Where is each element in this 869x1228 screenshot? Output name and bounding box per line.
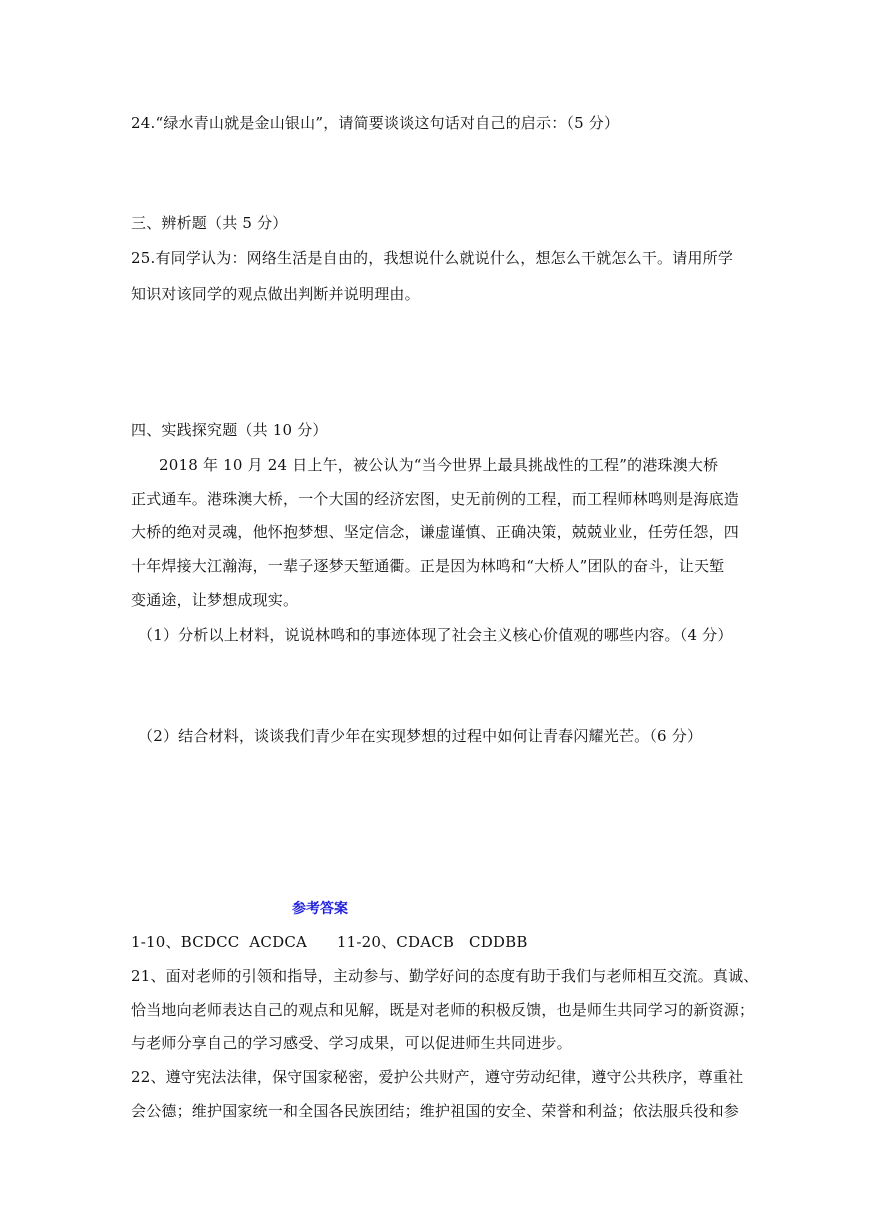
question-24: 24.“绿水青山就是金山银山”，请简要谈谈这句话对自己的启示：（5 分） xyxy=(131,114,620,132)
section-3-title: 三、辨析题（共 5 分） xyxy=(131,214,288,232)
material-line-2: 正式通车。港珠澳大桥，一个大国的经济宏图，史无前例的工程，而工程师林鸣则是海底造 xyxy=(131,490,740,508)
material-line-3: 大桥的绝对灵魂，他怀抱梦想、坚定信念，谦虚谨慎、正确决策，兢兢业业，任劳任怨，四 xyxy=(131,523,740,541)
question-25-line-2: 知识对该同学的观点做出判断并说明理由。 xyxy=(131,285,420,303)
answer-heading: 参考答案 xyxy=(292,901,348,917)
material-line-1: 2018 年 10 月 24 日上午，被公认为“当今世界上最具挑战性的工程”的港珠澳大桥 xyxy=(159,456,719,474)
material-line-4: 十年焊接大江瀚海，一辈子逐梦天堑通衢。正是因为林鸣和“大桥人”团队的奋斗，让天堑 xyxy=(131,557,725,575)
section-4-title: 四、实践探究题（共 10 分） xyxy=(131,421,328,439)
question-25-line-1: 25.有同学认为：网络生活是自由的，我想说什么就说什么，想怎么干就怎么干。请用所学 xyxy=(131,249,734,267)
answer-22-line-2: 会公德；维护国家统一和全国各民族团结；维护祖国的安全、荣誉和利益；依法服兵役和参 xyxy=(131,1102,740,1120)
sub-question-1: （1）分析以上材料，说说林鸣和的事迹体现了社会主义核心价值观的哪些内容。（4 分） xyxy=(138,626,733,644)
answer-choices: 1-10、BCDCC ACDCA 11-20、CDACB CDDBB xyxy=(131,933,528,951)
answer-22-line-1: 22、遵守宪法法律，保守国家秘密，爱护公共财产，遵守劳动纪律，遵守公共秩序，尊重社 xyxy=(131,1068,744,1086)
material-line-5: 变通途，让梦想成现实。 xyxy=(131,591,299,609)
answer-21-line-2: 恰当地向老师表达自己的观点和见解，既是对老师的积极反馈，也是师生共同学习的新资源； xyxy=(131,1001,755,1019)
answer-21-line-1: 21、面对老师的引领和指导，主动参与、勤学好问的态度有助于我们与老师相互交流。真诚、 xyxy=(131,967,759,985)
sub-question-2: （2）结合材料，谈谈我们青少年在实现梦想的过程中如何让青春闪耀光芒。（6 分） xyxy=(138,727,703,745)
answer-21-line-3: 与老师分享自己的学习感受、学习成果，可以促进师生共同进步。 xyxy=(131,1034,572,1052)
